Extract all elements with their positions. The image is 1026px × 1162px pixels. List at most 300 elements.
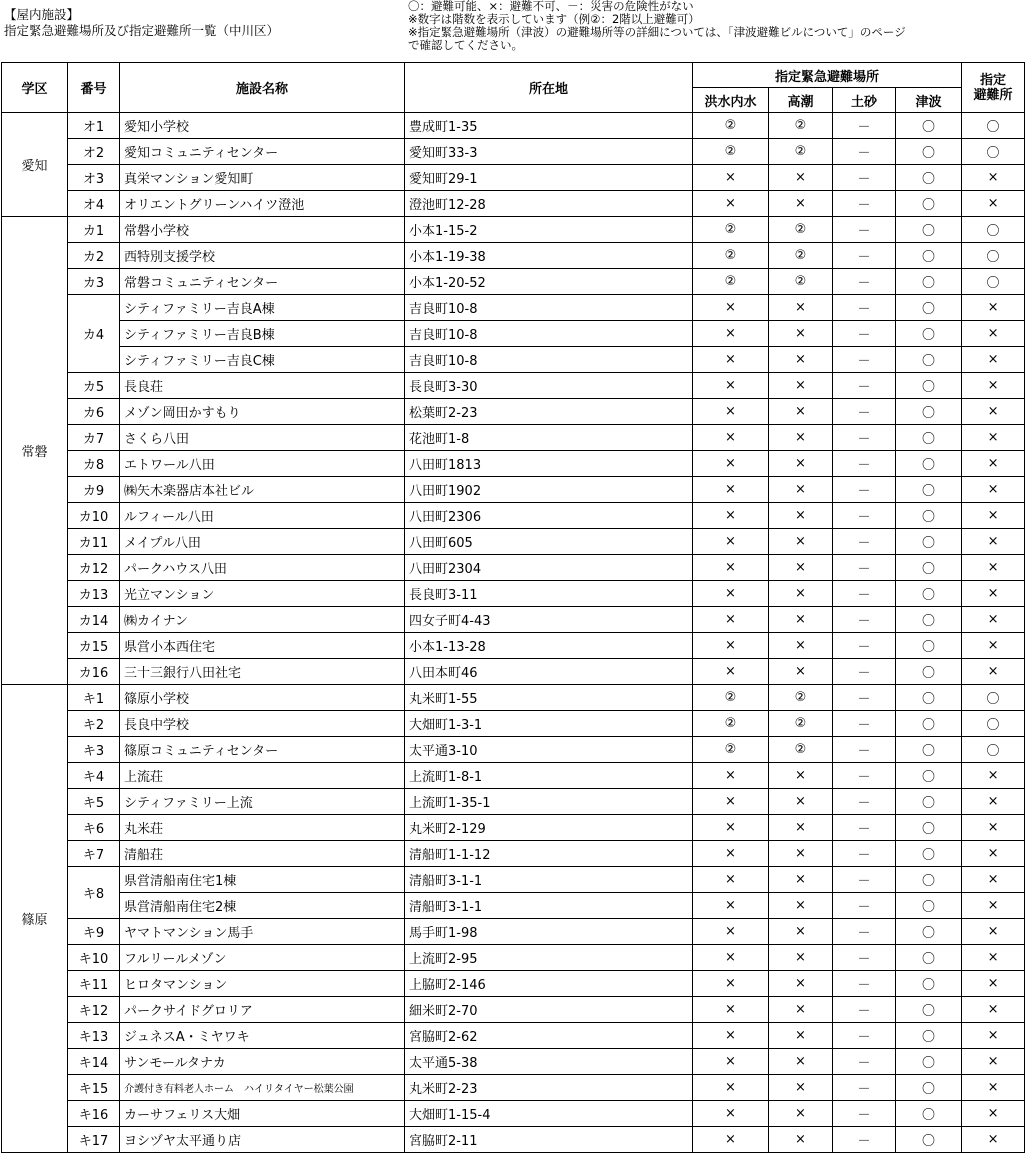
cell-facility-name: さくら八田 — [120, 425, 405, 451]
cell-number: キ13 — [68, 1023, 120, 1049]
cell-shelter: 〇 — [962, 711, 1025, 737]
cell-shelter: × — [962, 945, 1025, 971]
cell-storm-surge: ② — [769, 139, 833, 165]
cell-shelter: × — [962, 373, 1025, 399]
cell-facility-name: シティファミリー吉良B棟 — [120, 321, 405, 347]
cell-tsunami: 〇 — [896, 633, 962, 659]
cell-address: 八田本町46 — [405, 659, 693, 685]
cell-address: 四女子町4-43 — [405, 607, 693, 633]
cell-facility-name: 三十三銀行八田社宅 — [120, 659, 405, 685]
cell-landslide: － — [833, 581, 896, 607]
cell-tsunami: 〇 — [896, 347, 962, 373]
cell-facility-name: ㈱矢木楽器店本社ビル — [120, 477, 405, 503]
cell-facility-name: エトワール八田 — [120, 451, 405, 477]
cell-shelter: 〇 — [962, 139, 1025, 165]
cell-storm-surge: × — [769, 503, 833, 529]
cell-shelter: × — [962, 295, 1025, 321]
cell-facility-name: ヤマトマンション馬手 — [120, 919, 405, 945]
cell-flood: × — [693, 841, 769, 867]
cell-number: キ7 — [68, 841, 120, 867]
table-row — [2, 1075, 1025, 1101]
table-row — [2, 451, 1025, 477]
cell-storm-surge: × — [769, 607, 833, 633]
cell-facility-name: 県営清船南住宅2棟 — [120, 893, 405, 919]
cell-address: 愛知町33-3 — [405, 139, 693, 165]
cell-landslide: － — [833, 815, 896, 841]
cell-tsunami: 〇 — [896, 217, 962, 243]
note-line-3: ※指定緊急避難場所（津波）の避難場所等の詳細については、「津波避難ビルについて」のページ — [408, 25, 906, 39]
cell-number: カ10 — [68, 503, 120, 529]
cell-flood: × — [693, 763, 769, 789]
cell-number: オ3 — [68, 165, 120, 191]
title-line-1: 【屋内施設】 — [4, 7, 80, 22]
cell-landslide: － — [833, 763, 896, 789]
cell-flood: ② — [693, 113, 769, 139]
cell-shelter: 〇 — [962, 685, 1025, 711]
cell-shelter: × — [962, 815, 1025, 841]
cell-tsunami: 〇 — [896, 1049, 962, 1075]
table-row — [2, 425, 1025, 451]
header-shelter-line-2: 避難所 — [973, 87, 1013, 103]
cell-shelter: × — [962, 1049, 1025, 1075]
table-row — [2, 997, 1025, 1023]
cell-flood: × — [693, 295, 769, 321]
cell-storm-surge: × — [769, 451, 833, 477]
table-row — [2, 555, 1025, 581]
header-number: 番号 — [68, 63, 120, 113]
cell-landslide: － — [833, 321, 896, 347]
cell-landslide: － — [833, 867, 896, 893]
cell-tsunami: 〇 — [896, 295, 962, 321]
table-row — [2, 919, 1025, 945]
cell-address: 上流町1-35-1 — [405, 789, 693, 815]
table-row — [2, 945, 1025, 971]
cell-flood: × — [693, 529, 769, 555]
cell-tsunami: 〇 — [896, 841, 962, 867]
cell-shelter: × — [962, 867, 1025, 893]
cell-landslide: － — [833, 789, 896, 815]
table-row — [2, 165, 1025, 191]
cell-number: キ14 — [68, 1049, 120, 1075]
cell-number: カ5 — [68, 373, 120, 399]
cell-number: キ10 — [68, 945, 120, 971]
cell-number: カ1 — [68, 217, 120, 243]
cell-address: 丸米町1-55 — [405, 685, 693, 711]
cell-shelter: × — [962, 659, 1025, 685]
cell-shelter: × — [962, 581, 1025, 607]
cell-storm-surge: ② — [769, 243, 833, 269]
table-row — [2, 971, 1025, 997]
cell-storm-surge: × — [769, 373, 833, 399]
cell-flood: × — [693, 1075, 769, 1101]
cell-facility-name: 光立マンション — [120, 581, 405, 607]
cell-flood: × — [693, 1049, 769, 1075]
cell-tsunami: 〇 — [896, 373, 962, 399]
legend-notes — [408, 0, 1024, 52]
note-line-1: 〇：避難可能、×：避難不可、－：災害の危険性がない — [408, 0, 694, 13]
cell-landslide: － — [833, 477, 896, 503]
cell-facility-name: 篠原コミュニティセンター — [120, 737, 405, 763]
cell-flood: ② — [693, 269, 769, 295]
cell-facility-name: メイプル八田 — [120, 529, 405, 555]
cell-tsunami: 〇 — [896, 243, 962, 269]
cell-number: カ16 — [68, 659, 120, 685]
cell-storm-surge: × — [769, 191, 833, 217]
cell-landslide: － — [833, 425, 896, 451]
cell-facility-name: ルフィール八田 — [120, 503, 405, 529]
cell-address: 八田町1902 — [405, 477, 693, 503]
cell-facility-name: 愛知小学校 — [120, 113, 405, 139]
cell-tsunami: 〇 — [896, 763, 962, 789]
cell-landslide: － — [833, 451, 896, 477]
cell-shelter: × — [962, 191, 1025, 217]
cell-tsunami: 〇 — [896, 893, 962, 919]
cell-storm-surge: × — [769, 919, 833, 945]
cell-number: キ9 — [68, 919, 120, 945]
cell-number: カ14 — [68, 607, 120, 633]
cell-address: 澄池町12-28 — [405, 191, 693, 217]
cell-number: カ9 — [68, 477, 120, 503]
cell-address: 吉良町10-8 — [405, 347, 693, 373]
table-row — [2, 347, 1025, 373]
cell-shelter: × — [962, 425, 1025, 451]
cell-number: キ11 — [68, 971, 120, 997]
cell-address: 小本1-13-28 — [405, 633, 693, 659]
cell-shelter: × — [962, 789, 1025, 815]
cell-flood: × — [693, 815, 769, 841]
table-row — [2, 295, 1025, 321]
header-facility-name: 施設名称 — [120, 63, 405, 113]
cell-flood: × — [693, 165, 769, 191]
cell-flood: × — [693, 425, 769, 451]
cell-shelter: × — [962, 555, 1025, 581]
cell-number: キ16 — [68, 1101, 120, 1127]
cell-number: キ17 — [68, 1127, 120, 1153]
header-designated-shelter — [962, 63, 1025, 113]
cell-facility-name: 介護付き有料老人ホーム ハイリタイヤー松葉公園 — [120, 1075, 405, 1101]
cell-facility-name: 県営清船南住宅1棟 — [120, 867, 405, 893]
cell-flood: × — [693, 659, 769, 685]
cell-facility-name: フルリールメゾン — [120, 945, 405, 971]
cell-storm-surge: × — [769, 1101, 833, 1127]
cell-flood: × — [693, 997, 769, 1023]
evacuation-table — [1, 62, 1025, 1153]
cell-landslide: － — [833, 503, 896, 529]
table-row — [2, 893, 1025, 919]
cell-shelter: 〇 — [962, 113, 1025, 139]
document-title — [4, 7, 279, 39]
header-district: 学区 — [2, 63, 68, 113]
cell-flood: × — [693, 347, 769, 373]
cell-landslide: － — [833, 659, 896, 685]
cell-address: 清船町1-1-12 — [405, 841, 693, 867]
cell-number: カ7 — [68, 425, 120, 451]
cell-facility-name: 上流荘 — [120, 763, 405, 789]
cell-landslide: － — [833, 165, 896, 191]
cell-address: 松葉町2-23 — [405, 399, 693, 425]
cell-landslide: － — [833, 269, 896, 295]
cell-number: カ12 — [68, 555, 120, 581]
cell-landslide: － — [833, 971, 896, 997]
cell-storm-surge: ② — [769, 269, 833, 295]
cell-storm-surge: × — [769, 997, 833, 1023]
table-row — [2, 1127, 1025, 1153]
cell-flood: × — [693, 945, 769, 971]
cell-shelter: × — [962, 1127, 1025, 1153]
cell-storm-surge: × — [769, 893, 833, 919]
cell-facility-name: パークハウス八田 — [120, 555, 405, 581]
cell-landslide: － — [833, 529, 896, 555]
cell-storm-surge: × — [769, 425, 833, 451]
cell-storm-surge: × — [769, 867, 833, 893]
cell-facility-name: ヒロタマンション — [120, 971, 405, 997]
cell-tsunami: 〇 — [896, 711, 962, 737]
table-row — [2, 477, 1025, 503]
cell-facility-name: 篠原小学校 — [120, 685, 405, 711]
cell-tsunami: 〇 — [896, 555, 962, 581]
cell-flood: × — [693, 607, 769, 633]
cell-tsunami: 〇 — [896, 971, 962, 997]
cell-address: 細米町2-70 — [405, 997, 693, 1023]
cell-number: キ8 — [68, 867, 120, 919]
cell-address: 上脇町2-146 — [405, 971, 693, 997]
cell-facility-name: カーサフェリス大畑 — [120, 1101, 405, 1127]
cell-storm-surge: × — [769, 347, 833, 373]
cell-facility-name: 長良荘 — [120, 373, 405, 399]
table-row — [2, 815, 1025, 841]
cell-facility-name: 県営小本西住宅 — [120, 633, 405, 659]
cell-flood: × — [693, 893, 769, 919]
cell-landslide: － — [833, 191, 896, 217]
cell-landslide: － — [833, 607, 896, 633]
table-row — [2, 321, 1025, 347]
table-row — [2, 529, 1025, 555]
cell-tsunami: 〇 — [896, 503, 962, 529]
table-header — [2, 63, 1025, 113]
cell-flood: × — [693, 1127, 769, 1153]
table-row — [2, 1049, 1025, 1075]
cell-storm-surge: ② — [769, 217, 833, 243]
cell-address: 八田町1813 — [405, 451, 693, 477]
cell-flood: × — [693, 191, 769, 217]
cell-address: 八田町2306 — [405, 503, 693, 529]
cell-number: キ1 — [68, 685, 120, 711]
cell-address: 清船町3-1-1 — [405, 867, 693, 893]
cell-address: 小本1-15-2 — [405, 217, 693, 243]
cell-facility-name: シティファミリー吉良C棟 — [120, 347, 405, 373]
cell-landslide: － — [833, 555, 896, 581]
cell-landslide: － — [833, 243, 896, 269]
cell-landslide: － — [833, 685, 896, 711]
cell-shelter: × — [962, 607, 1025, 633]
cell-landslide: － — [833, 1023, 896, 1049]
cell-landslide: － — [833, 841, 896, 867]
cell-storm-surge: × — [769, 763, 833, 789]
cell-address: 太平通3-10 — [405, 737, 693, 763]
cell-tsunami: 〇 — [896, 815, 962, 841]
cell-number: オ4 — [68, 191, 120, 217]
cell-tsunami: 〇 — [896, 191, 962, 217]
cell-address: 長良町3-11 — [405, 581, 693, 607]
cell-landslide: － — [833, 113, 896, 139]
cell-number: キ12 — [68, 997, 120, 1023]
cell-address: 丸米町2-129 — [405, 815, 693, 841]
cell-storm-surge: × — [769, 581, 833, 607]
table-row — [2, 139, 1025, 165]
cell-landslide: － — [833, 1075, 896, 1101]
cell-address: 八田町605 — [405, 529, 693, 555]
table-row — [2, 1023, 1025, 1049]
cell-landslide: － — [833, 945, 896, 971]
cell-tsunami: 〇 — [896, 139, 962, 165]
cell-address: 愛知町29-1 — [405, 165, 693, 191]
table-row — [2, 711, 1025, 737]
cell-flood: × — [693, 971, 769, 997]
cell-flood: × — [693, 373, 769, 399]
cell-shelter: 〇 — [962, 269, 1025, 295]
cell-shelter: × — [962, 971, 1025, 997]
cell-address: 宮脇町2-62 — [405, 1023, 693, 1049]
cell-district: 常磐 — [2, 217, 68, 685]
cell-storm-surge: × — [769, 165, 833, 191]
cell-flood: ② — [693, 243, 769, 269]
cell-flood: × — [693, 919, 769, 945]
cell-storm-surge: × — [769, 789, 833, 815]
cell-address: 太平通5-38 — [405, 1049, 693, 1075]
table-row — [2, 841, 1025, 867]
cell-facility-name: 真栄マンション愛知町 — [120, 165, 405, 191]
table-row — [2, 269, 1025, 295]
cell-number: カ11 — [68, 529, 120, 555]
title-line-2: 指定緊急避難場所及び指定避難所一覧（中川区） — [4, 23, 280, 38]
cell-number: カ13 — [68, 581, 120, 607]
table-row — [2, 373, 1025, 399]
cell-shelter: × — [962, 841, 1025, 867]
cell-flood: × — [693, 477, 769, 503]
cell-facility-name: ジュネスA・ミヤワキ — [120, 1023, 405, 1049]
cell-facility-name: 長良中学校 — [120, 711, 405, 737]
cell-shelter: × — [962, 529, 1025, 555]
cell-landslide: － — [833, 139, 896, 165]
cell-number: オ1 — [68, 113, 120, 139]
table-row — [2, 867, 1025, 893]
cell-tsunami: 〇 — [896, 581, 962, 607]
cell-flood: × — [693, 321, 769, 347]
cell-tsunami: 〇 — [896, 451, 962, 477]
cell-tsunami: 〇 — [896, 659, 962, 685]
header-tsunami: 津波 — [896, 88, 962, 113]
cell-tsunami: 〇 — [896, 399, 962, 425]
header-flood: 洪水内水 — [693, 88, 769, 113]
cell-tsunami: 〇 — [896, 321, 962, 347]
cell-landslide: － — [833, 1101, 896, 1127]
cell-tsunami: 〇 — [896, 737, 962, 763]
cell-tsunami: 〇 — [896, 1101, 962, 1127]
cell-facility-name: 常磐小学校 — [120, 217, 405, 243]
cell-storm-surge: × — [769, 1127, 833, 1153]
cell-storm-surge: × — [769, 841, 833, 867]
table-row — [2, 1101, 1025, 1127]
cell-facility-name: 清船荘 — [120, 841, 405, 867]
cell-landslide: － — [833, 633, 896, 659]
cell-storm-surge: × — [769, 477, 833, 503]
cell-shelter: × — [962, 165, 1025, 191]
table-row — [2, 191, 1025, 217]
table-body — [2, 113, 1025, 1153]
cell-landslide: － — [833, 295, 896, 321]
cell-shelter: 〇 — [962, 243, 1025, 269]
cell-facility-name: パークサイドグロリア — [120, 997, 405, 1023]
cell-landslide: － — [833, 347, 896, 373]
cell-address: 上流町2-95 — [405, 945, 693, 971]
cell-shelter: × — [962, 893, 1025, 919]
note-line-4: で確認してください。 — [408, 38, 523, 52]
cell-flood: × — [693, 555, 769, 581]
cell-facility-name: サンモールタナカ — [120, 1049, 405, 1075]
cell-storm-surge: × — [769, 971, 833, 997]
cell-landslide: － — [833, 893, 896, 919]
cell-number: キ5 — [68, 789, 120, 815]
cell-address: 長良町3-30 — [405, 373, 693, 399]
table-row — [2, 113, 1025, 139]
cell-tsunami: 〇 — [896, 1127, 962, 1153]
table-row — [2, 243, 1025, 269]
cell-shelter: × — [962, 1023, 1025, 1049]
cell-flood: × — [693, 633, 769, 659]
cell-storm-surge: × — [769, 815, 833, 841]
cell-landslide: － — [833, 711, 896, 737]
cell-storm-surge: × — [769, 555, 833, 581]
cell-tsunami: 〇 — [896, 685, 962, 711]
cell-shelter: 〇 — [962, 737, 1025, 763]
cell-flood: × — [693, 867, 769, 893]
cell-shelter: × — [962, 997, 1025, 1023]
cell-storm-surge: ② — [769, 113, 833, 139]
cell-flood: × — [693, 451, 769, 477]
cell-flood: × — [693, 1101, 769, 1127]
cell-landslide: － — [833, 1049, 896, 1075]
cell-tsunami: 〇 — [896, 997, 962, 1023]
cell-facility-name: シティファミリー上流 — [120, 789, 405, 815]
cell-address: 上流町1-8-1 — [405, 763, 693, 789]
table-row — [2, 659, 1025, 685]
cell-number: キ15 — [68, 1075, 120, 1101]
cell-flood: × — [693, 399, 769, 425]
cell-storm-surge: × — [769, 1023, 833, 1049]
cell-tsunami: 〇 — [896, 1023, 962, 1049]
table-row — [2, 737, 1025, 763]
cell-address: 豊成町1-35 — [405, 113, 693, 139]
cell-storm-surge: × — [769, 399, 833, 425]
cell-number: カ15 — [68, 633, 120, 659]
cell-address: 花池町1-8 — [405, 425, 693, 451]
cell-landslide: － — [833, 217, 896, 243]
cell-storm-surge: × — [769, 295, 833, 321]
cell-facility-name: 西特別支援学校 — [120, 243, 405, 269]
table-row — [2, 399, 1025, 425]
table-row — [2, 763, 1025, 789]
cell-number: キ2 — [68, 711, 120, 737]
cell-shelter: × — [962, 919, 1025, 945]
cell-shelter: 〇 — [962, 217, 1025, 243]
cell-flood: × — [693, 581, 769, 607]
cell-shelter: × — [962, 477, 1025, 503]
cell-tsunami: 〇 — [896, 945, 962, 971]
cell-flood: ② — [693, 685, 769, 711]
table-row — [2, 217, 1025, 243]
cell-storm-surge: × — [769, 659, 833, 685]
cell-facility-name: 愛知コミュニティセンター — [120, 139, 405, 165]
